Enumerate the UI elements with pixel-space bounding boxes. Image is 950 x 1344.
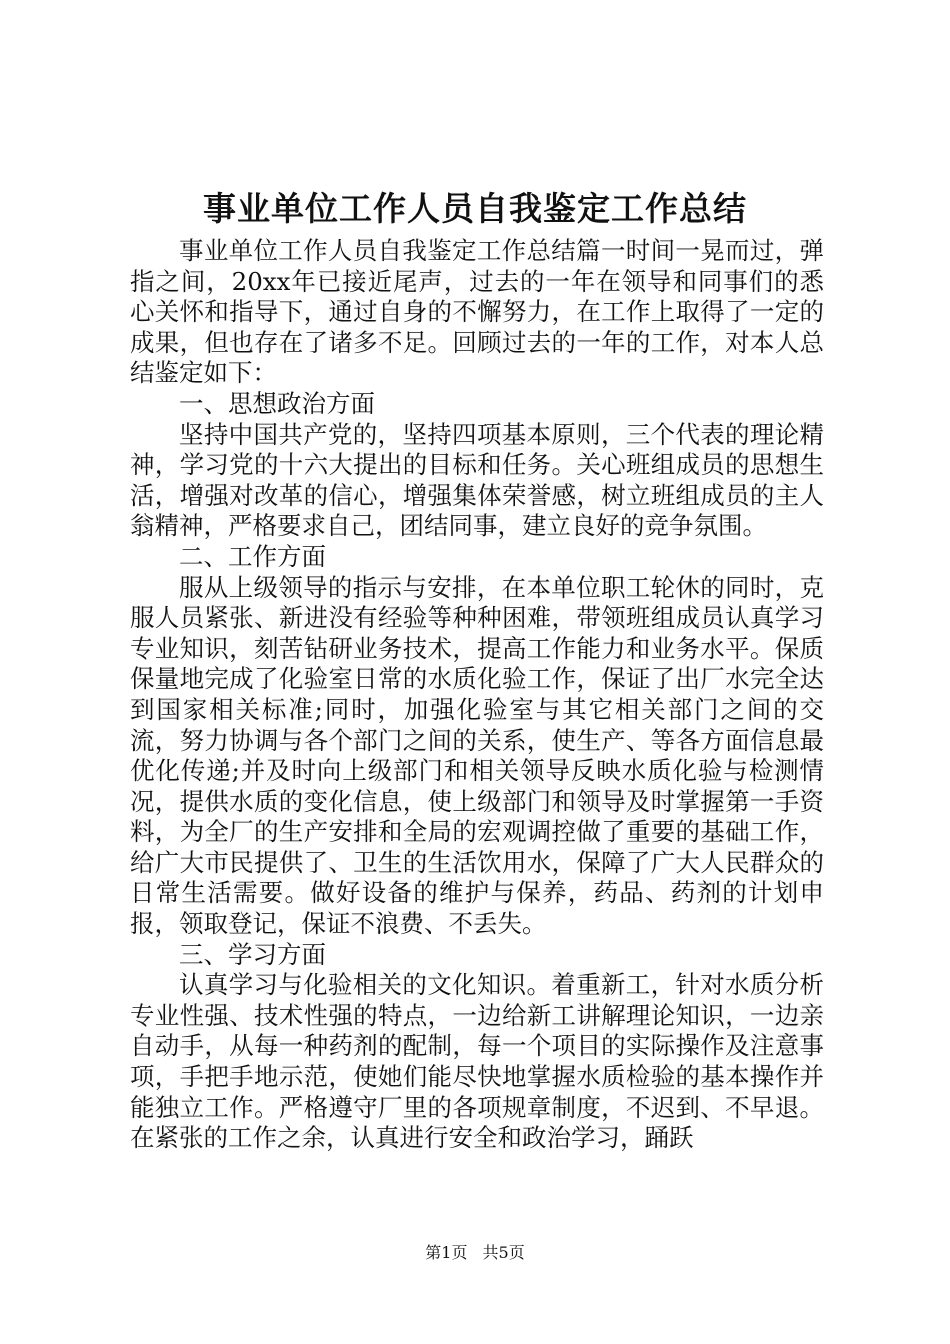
work-paragraph: 服从上级领导的指示与安排，在本单位职工轮休的同时，克服人员紧张、新进没有经验等种种困难，带领班组成员认真学习专业知识，刻苦钻研业务技术，提高工作能力和业务水平。保质保量地完成了化验室日常的水质化验工作，保证了出厂水完全达到国家相关标准;同时，加强化验室与其它相关部门之间的交流，努力协调与各个部门之间的关系，使生产、等各方面信息最优化传递;并及时向上级部门和相关领导反映水质化验与检测情况，提供水质的变化信息，使上级部门和领导及时掌握第一手资料，为全厂的生产安排和全局的宏观调控做了重要的基础工作，给广大市民提供了、卫生的生活饮用水，保障了广大人民群众的日常生活需要。做好设备的维护与保养，药品、药剂的计划申报，领取登记，保证不浪费、不丢失。: [130, 572, 824, 939]
page-total: 共5页: [482, 1243, 525, 1262]
section-heading-work: 二、工作方面: [179, 541, 326, 571]
study-paragraph: 认真学习与化验相关的文化知识。着重新工，针对水质分析专业性强、技术性强的特点，一边给新工讲解理论知识，一边亲自动手，从每一种药剂的配制，每一个项目的实际操作及注意事项，手把手地示范，使她们能尽快地掌握水质检验的基本操作并能独立工作。严格遵守厂里的各项规章制度，不迟到、不早退。在紧张的工作之余，认真进行安全和政治学习，踊跃: [130, 970, 824, 1153]
section-heading-politics: 一、思想政治方面: [179, 388, 375, 418]
document-title: 事业单位工作人员自我鉴定工作总结: [203, 189, 747, 228]
intro-paragraph: 事业单位工作人员自我鉴定工作总结篇一时间一晃而过，弹指之间，20xx年已接近尾声，过去的一年在领导和同事们的悉心关怀和指导下，通过自身的不懈努力，在工作上取得了一定的成果，但也存在了诸多不足。回顾过去的一年的工作，对本人总结鉴定如下：: [130, 236, 824, 388]
section-heading-study: 三、学习方面: [179, 939, 326, 969]
document-body: [130, 236, 824, 1154]
page-number: 第1页: [425, 1243, 468, 1262]
page-footer: [0, 1242, 950, 1264]
politics-paragraph: 坚持中国共产党的，坚持四项基本原则，三个代表的理论精神，学习党的十六大提出的目标和任务。关心班组成员的思想生活，增强对改革的信心，增强集体荣誉感，树立班组成员的主人翁精神，严格要求自己，团结同事，建立良好的竞争氛围。: [130, 419, 824, 541]
